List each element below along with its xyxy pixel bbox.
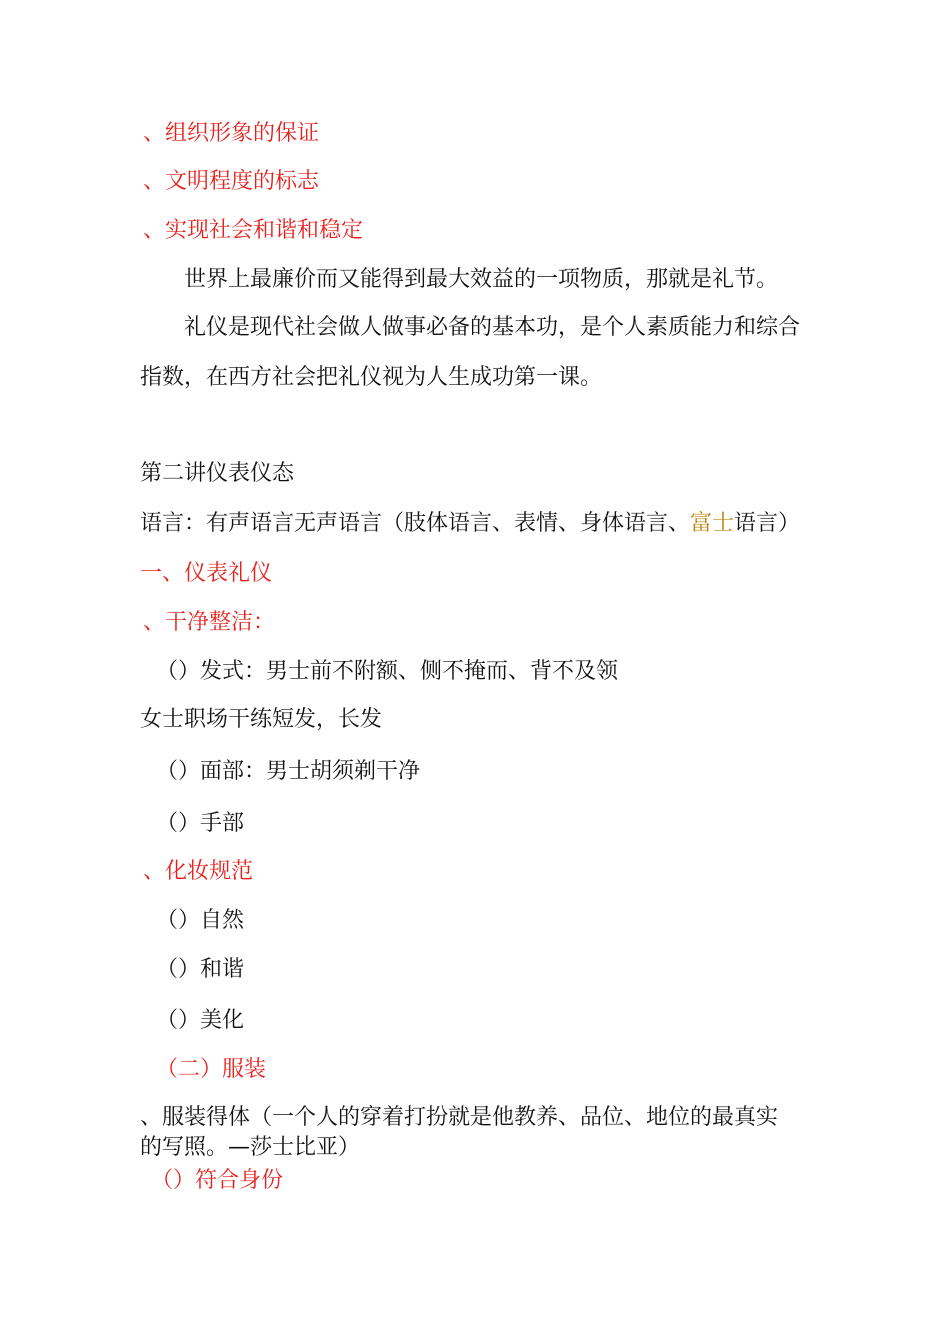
item-natural: （）自然 [156,908,245,933]
clothing-quote-line2: 的写照。—莎士比亚） [140,1135,361,1160]
item-match-identity: （）符合身份 [151,1168,284,1193]
section-title-lecture-two: 第二讲仪表仪态 [140,461,295,486]
clothing-quote-line1: 、服装得体（一个人的穿着打扮就是他教养、品位、地位的最真实 [140,1105,779,1130]
item-harmonious: （）和谐 [156,957,245,982]
heading-clothing: （二）服装 [156,1057,267,1082]
item-hairstyle: （）发式：男士前不附额、侧不掩而、背不及领 [156,659,619,684]
heading-appearance-etiquette: 一、仪表礼仪 [140,561,273,586]
item-beautify: （）美化 [156,1008,245,1033]
subheading-makeup: 、化妆规范 [143,859,254,884]
point-organization-image: 、组织形象的保证 [143,121,320,146]
language-types-text: 语言：有声语言无声语言（肢体语言、表情、身体语言、 [140,511,691,536]
point-civilization-level: 、文明程度的标志 [143,169,320,194]
paragraph-etiquette-line1: 礼仪是现代社会做人做事必备的基本功，是个人素质能力和综合 [184,315,801,340]
subheading-clean-tidy: 、干净整洁： [143,610,276,635]
quote-courtesy: 世界上最廉价而又能得到最大效益的一项物质，那就是礼节。 [184,267,779,292]
paragraph-etiquette-line2: 指数，在西方社会把礼仪视为人生成功第一课。 [140,365,603,390]
item-face: （）面部：男士胡须剃干净 [156,759,421,784]
language-types-tail: 语言） [734,511,801,536]
item-hands: （）手部 [156,811,245,836]
item-women-hair: 女士职场干练短发，长发 [140,707,383,732]
point-social-harmony: 、实现社会和谐和稳定 [143,218,364,243]
language-types-line [140,510,800,538]
language-types-highlight: 富士 [690,511,735,536]
